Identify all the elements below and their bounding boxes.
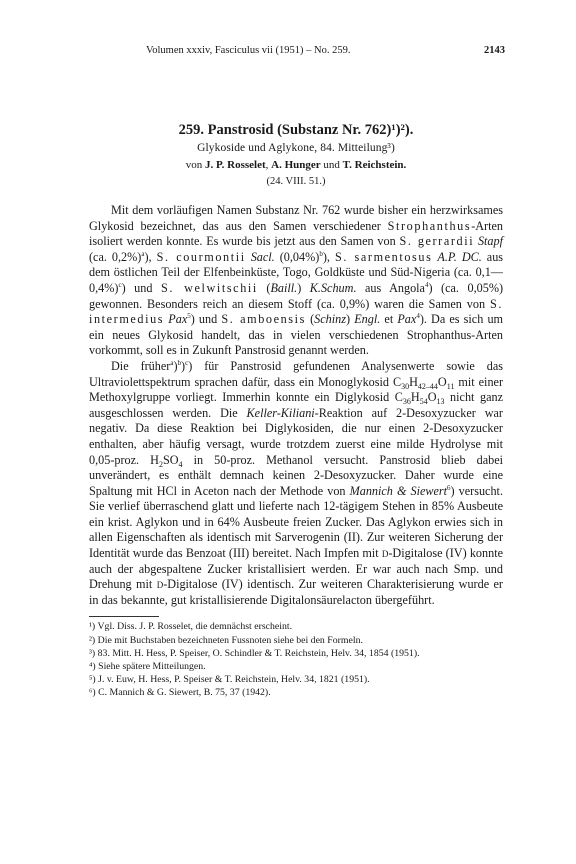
author-separator: , xyxy=(265,159,272,171)
author-conjunction: und xyxy=(320,159,343,171)
journal-header: Volumen xxxiv, Fasciculus vii (1951) – No. 259. xyxy=(146,45,351,56)
footnote-6: ⁶) C. Mannich & G. Siewert, B. 75, 37 (1942). xyxy=(89,687,271,699)
footnote-rule xyxy=(89,616,159,617)
footnote-3: ³) 83. Mitt. H. Hess, P. Speiser, O. Schindler & T. Reichstein, Helv. 34, 1854 (1951). xyxy=(89,647,420,659)
authors-prefix: von xyxy=(185,159,205,171)
article-body xyxy=(89,203,503,608)
footnote-5: ⁵) J. v. Euw, H. Hess, P. Speiser & T. Reichstein, Helv. 34, 1821 (1951). xyxy=(89,674,370,686)
received-date: (24. VIII. 51.) xyxy=(266,176,326,187)
paper-page xyxy=(89,45,503,700)
author-line xyxy=(89,158,503,173)
running-header xyxy=(89,45,503,61)
footnotes xyxy=(89,620,503,699)
author-2: A. Hunger xyxy=(271,159,321,171)
footnote-2: ²) Die mit Buchstaben bezeichneten Fussnoten siehe bei den Formeln. xyxy=(89,634,363,646)
footnote-4: ⁴) Siehe spätere Mitteilungen. xyxy=(89,661,206,673)
paragraph-1: Mit dem vorläufigen Namen Substanz Nr. 762 wurde bisher ein herzwirksames Glykosid bezeichnet, das aus den Samen verschiedener Strophanthus-Arten isoliert werden konnte. Es wurde bis jetzt aus den Samen von S. gerrardii Stapf (ca. 0,2%)$^a$), S. courmontii Sacl. $(0,04\%)^b$), S. sarmentosus A.P. DC. aus dem östlichen Teil der Elfenbeinküste, Togo, Goldküste und Süd-Nigeria (ca. 0,1—0,4%)$^c$) und S. welwitschii (Baill.) K.Schum. aus Angola$^4$) (ca. 0,05%) gewonnen. Besonders reich an diesem Stoff (ca. 0,9%) waren die Samen von S. intermedius Pax$^5$) und S. amboensis (Schinz) Engl. et Pax$^4$). Da es sich um ein neues Glykosid handelt, das in vielen verschiedenen Strophanthus-Arten vorkommt, soll es in Zukunft Panstrosid genannt werden. xyxy=(89,203,504,358)
article-subtitle: Glykoside und Aglykone, 84. Mitteilung³) xyxy=(197,142,395,154)
page-number: 2143 xyxy=(484,45,505,56)
paragraph-2: Die früher$^a$)$^b$)$^c$) für Panstrosid gefundenen Analysenwerte sowie das Ultraviolettspektrum sprachen dafür, dass ein Monoglykosid $C_{30}H_{42-44}O_{11}$ mit einer Methoxylgruppe vorliegt. Immerhin konnte ein Diglykosid $C_{36}H_{54}O_{13}$ nicht ganz ausgeschlossen werden. Die Keller-Kiliani-Reaktion auf 2-Desoxyzucker war negativ. Da diese Reaktion bei Diglykosiden, die nur einen 2-Desoxyzucker enthalten, aber häufig versagt, wurde trotzdem zuerst eine milde Hydrolyse mit 0,05-proz. $H_2SO_4$ in 50-proz. Methanol versucht. Panstrosid blieb dabei unverändert, es enthält demnach keinen 2-Desoxyzucker. Daher wurde eine Spaltung mit HCl in Aceton nach der Methode von Mannich & Siewert$^6$) versucht. Sie verlief überraschend glatt und lieferte nach 12-tägigem Stehen in 85% Ausbeute ein krist. Aglykon und in 64% Ausbeute freien Zucker. Das Aglykon erwies sich in allen Eigenschaften als identisch mit Sarverogenin (II). Zur weiteren Sicherung der Identität wurde das Benzoat (III) bereitet. Nach Impfen mit d-Digitalose (IV) konnte auch der abgespaltene Zucker kristallisiert werden. Er war auch nach Smp. und Drehung mit d-Digitalose (IV) identisch. Zur weiteren Charakterisierung wurde er in das bekannte, gut kristallisierende Digitalonsäurelacton übergeführt. xyxy=(89,358,504,607)
author-3: T. Reichstein. xyxy=(342,159,407,171)
article-title: 259. Panstrosid (Substanz Nr. 762)¹)²). xyxy=(178,122,414,138)
author-1: J. P. Rosselet xyxy=(204,159,266,171)
footnote-1: ¹) Vgl. Diss. J. P. Rosselet, die demnächst erscheint. xyxy=(89,621,293,633)
title-block xyxy=(89,121,503,189)
